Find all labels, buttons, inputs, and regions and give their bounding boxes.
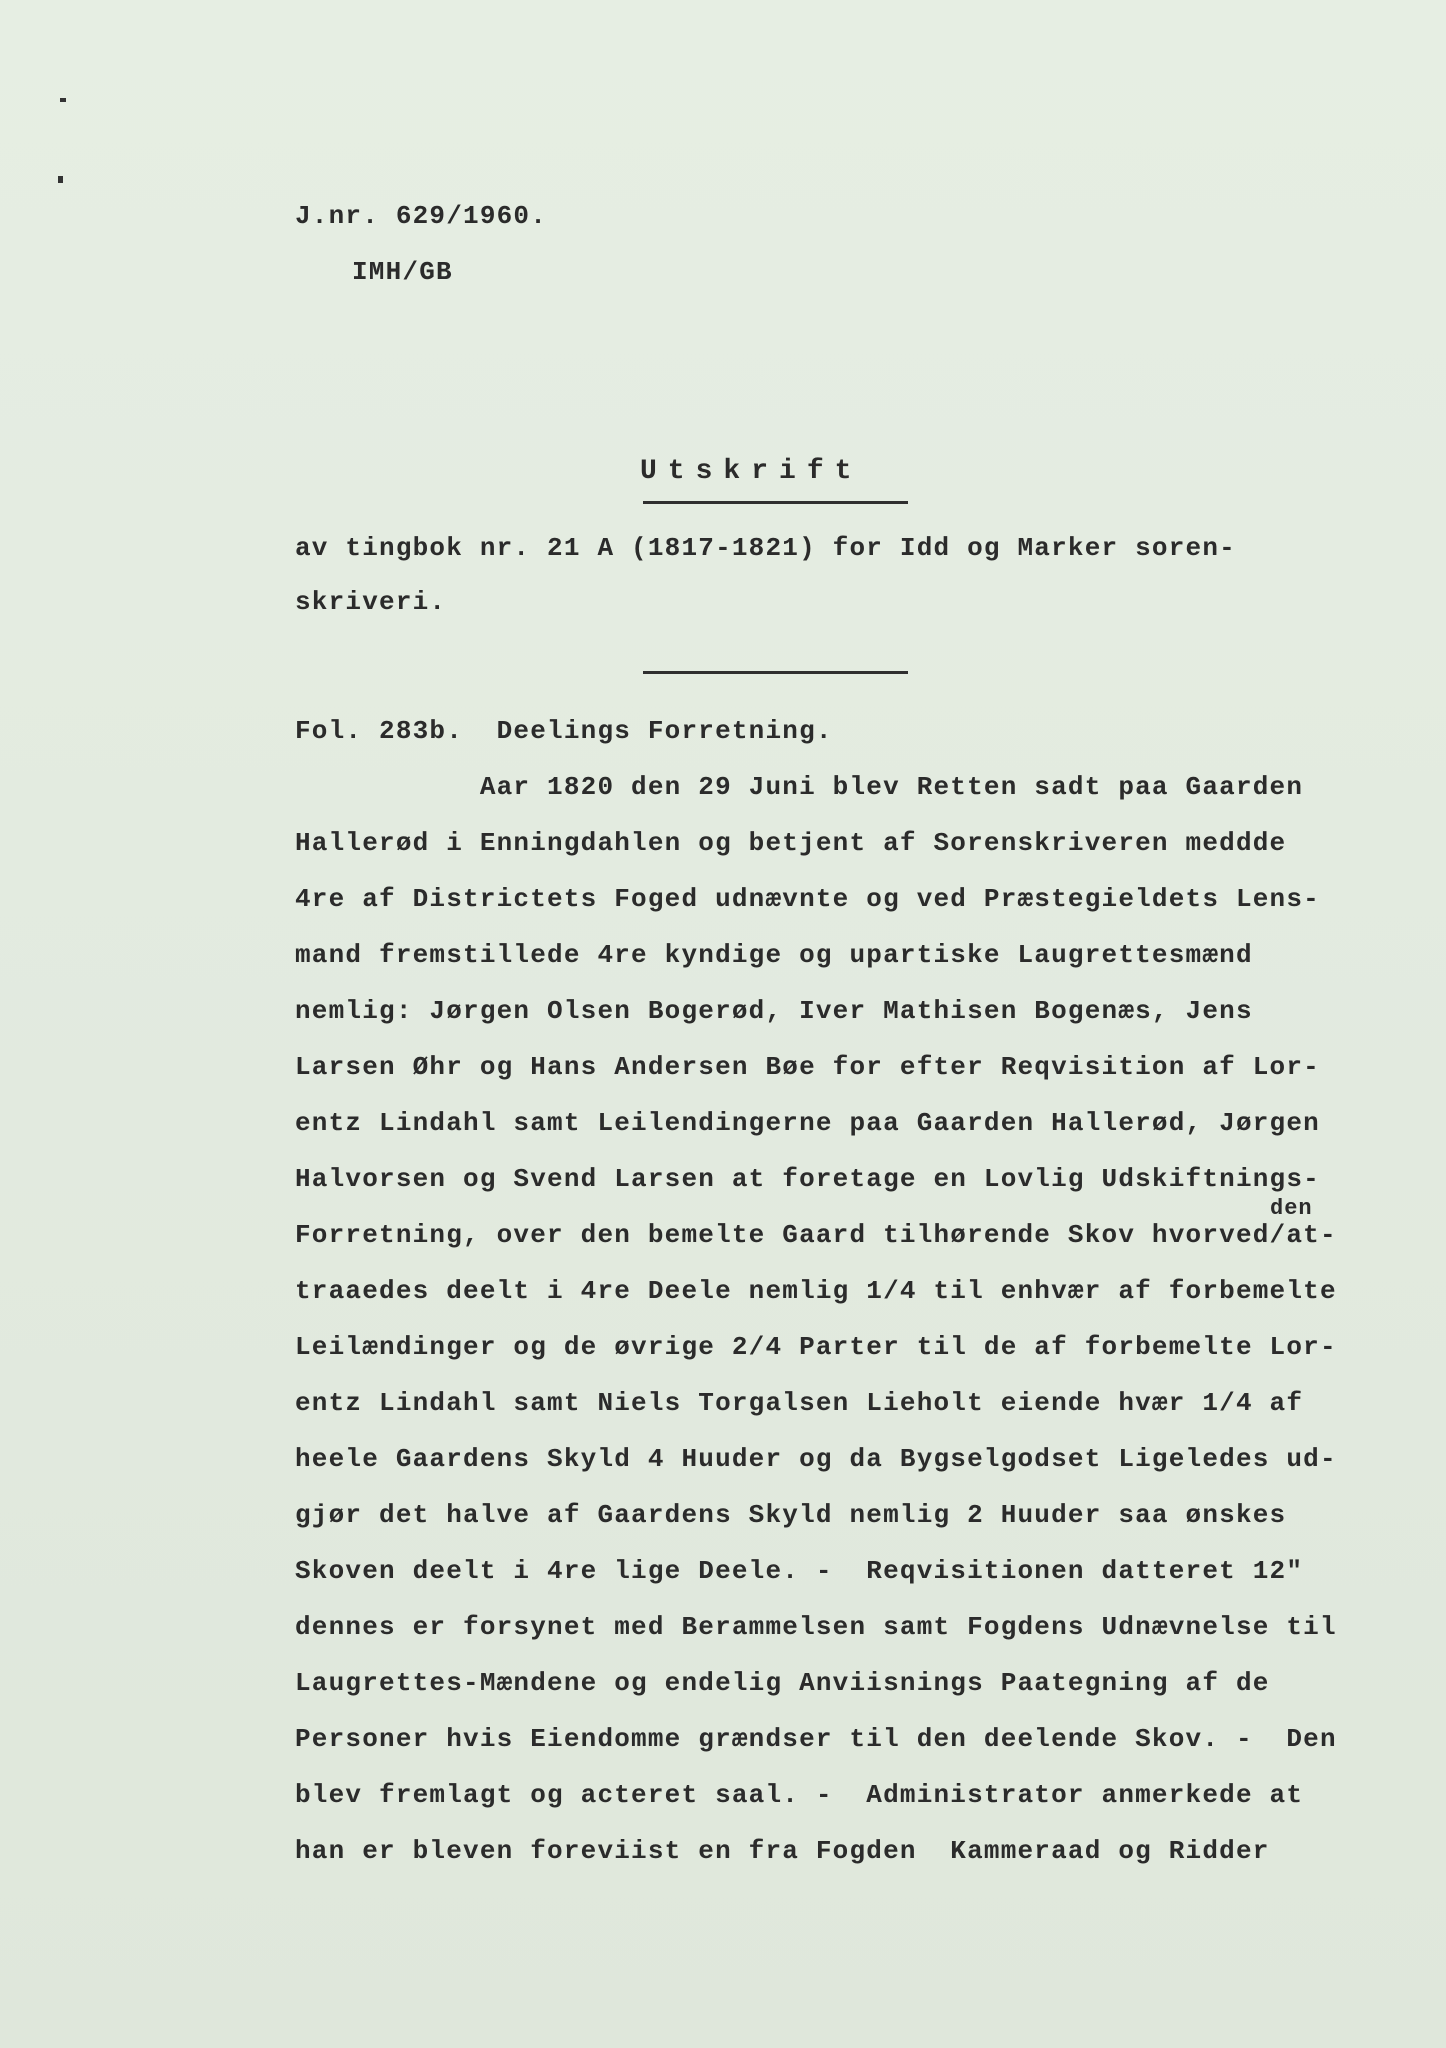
margin-mark — [60, 98, 66, 102]
initials: IMH/GB — [352, 257, 453, 287]
body-line: entz Lindahl samt Niels Torgalsen Lieholt eiende hvær 1/4 af — [295, 1388, 1304, 1418]
body-line: entz Lindahl samt Leilendingerne paa Gaarden Hallerød, Jørgen — [295, 1108, 1320, 1138]
body-line: Hallerød i Enningdahlen og betjent af Sorenskriveren meddde — [295, 828, 1287, 858]
body-line: gjør det halve af Gaardens Skyld nemlig 2 Huuder saa ønskes — [295, 1500, 1287, 1530]
body-line: traaedes deelt i 4re Deele nemlig 1/4 til enhvær af forbemelte — [295, 1276, 1337, 1306]
document-title: Utskrift — [640, 456, 863, 487]
body-line: Halvorsen og Svend Larsen at foretage en Lovlig Udskiftnings- — [295, 1164, 1320, 1194]
body-line: blev fremlagt og acteret saal. - Administrator anmerkede at — [295, 1780, 1304, 1810]
folio-heading: Fol. 283b. Deelings Forretning. — [295, 716, 833, 746]
body-line: han er bleven foreviist en fra Fogden Kammeraad og Ridder — [295, 1836, 1270, 1866]
subtitle-line: av tingbok nr. 21 A (1817-1821) for Idd og Marker soren- — [295, 533, 1236, 563]
subtitle-line: skriveri. — [295, 587, 447, 617]
section-divider — [643, 671, 908, 674]
body-line: heele Gaardens Skyld 4 Huuder og da Bygselgodset Ligeledes ud- — [295, 1444, 1337, 1474]
body-line: Leilændinger og de øvrige 2/4 Parter til de af forbemelte Lor- — [295, 1332, 1337, 1362]
body-line: Forretning, over den bemelte Gaard tilhørende Skov hvorved/at- — [295, 1220, 1337, 1250]
body-line: Aar 1820 den 29 Juni blev Retten sadt paa Gaarden — [295, 772, 1304, 802]
body-line: Skoven deelt i 4re lige Deele. - Reqvisitionen datteret 12" — [295, 1556, 1304, 1586]
body-line: mand fremstillede 4re kyndige og upartiske Laugrettesmænd — [295, 940, 1253, 970]
body-line: Larsen Øhr og Hans Andersen Bøe for efter Reqvisition af Lor- — [295, 1052, 1320, 1082]
body-line: 4re af Districtets Foged udnævnte og ved Præstegieldets Lens- — [295, 884, 1320, 914]
journal-number: J.nr. 629/1960. — [295, 201, 548, 231]
title-underline — [643, 501, 908, 504]
body-line: Personer hvis Eiendomme grændser til den deelende Skov. - Den — [295, 1724, 1337, 1754]
body-line: nemlig: Jørgen Olsen Bogerød, Iver Mathisen Bogenæs, Jens — [295, 996, 1253, 1026]
interlinear-insertion: den — [1270, 1196, 1313, 1221]
body-line: Laugrettes-Mændene og endelig Anviisnings Paategning af de — [295, 1668, 1270, 1698]
margin-mark — [58, 176, 63, 183]
body-line: dennes er forsynet med Berammelsen samt Fogdens Udnævnelse til — [295, 1612, 1337, 1642]
